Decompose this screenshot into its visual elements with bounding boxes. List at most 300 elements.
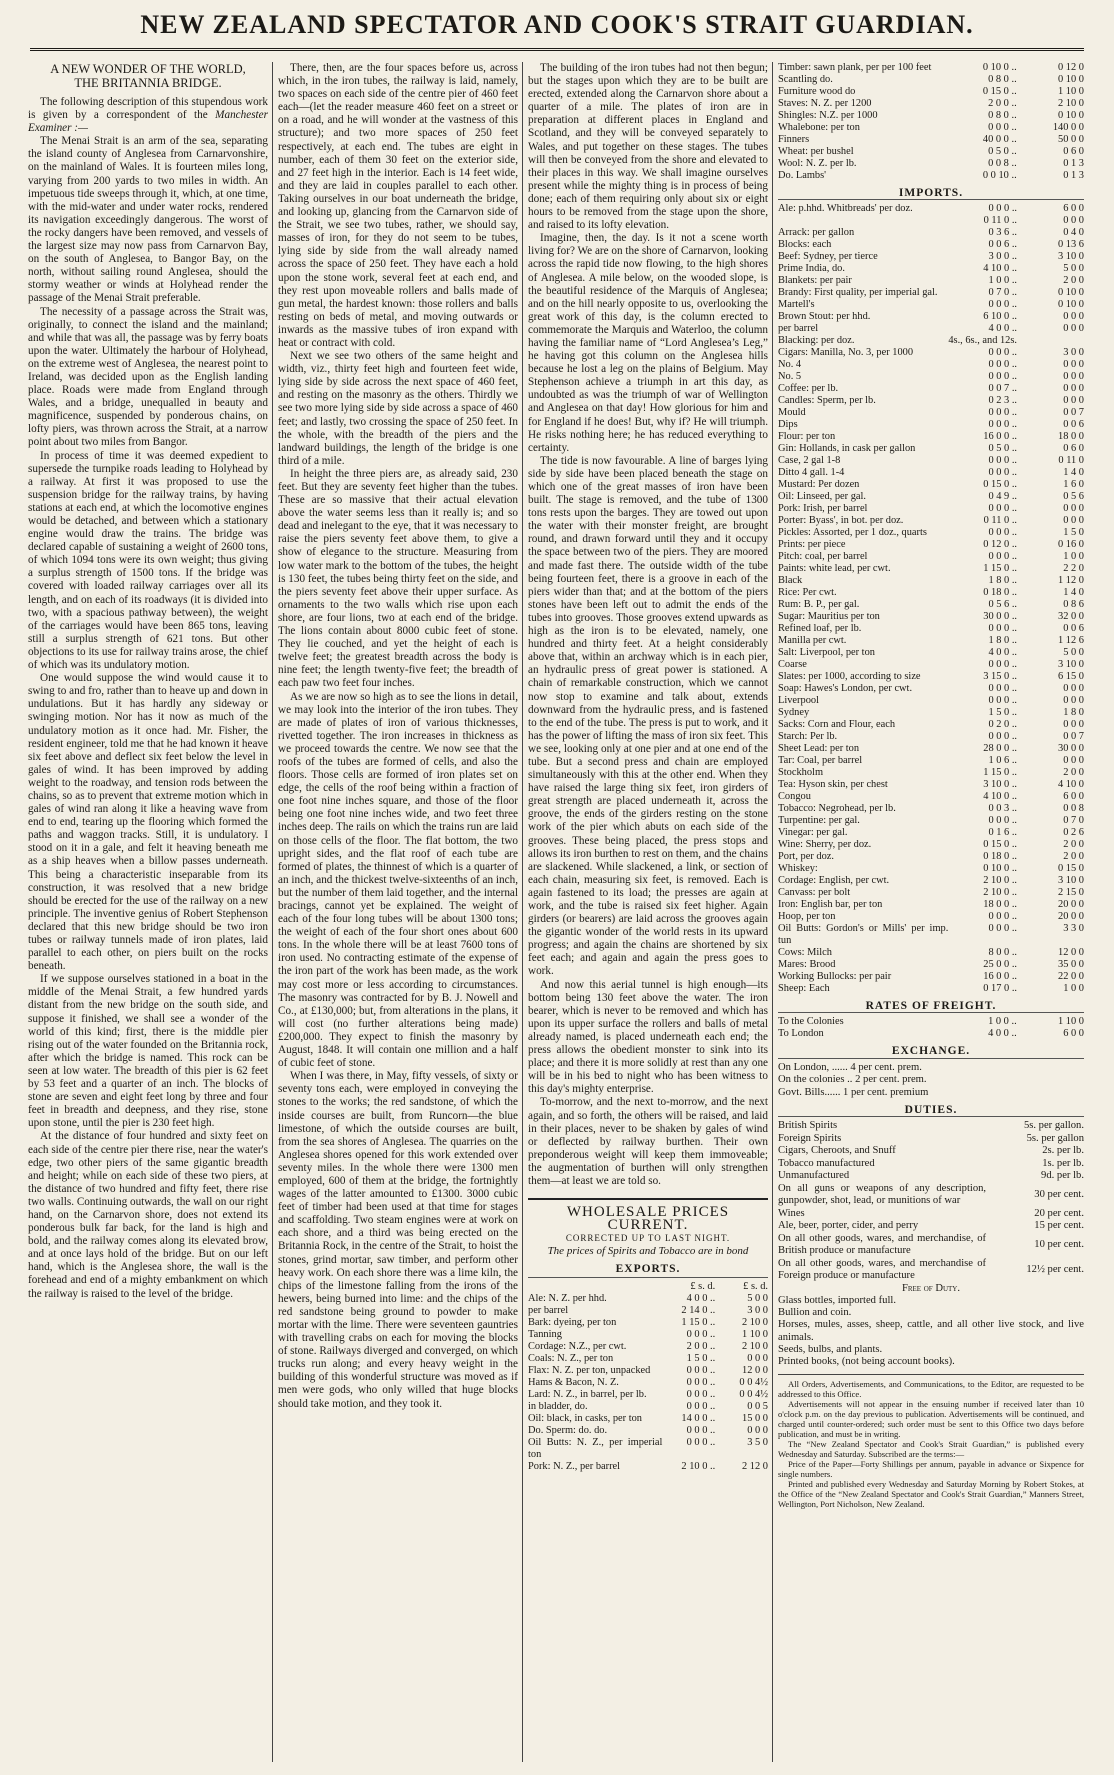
- price-row: [778, 875, 1084, 887]
- price-high: 2 0 0: [1063, 851, 1084, 863]
- price-low: 14 0 0 ..: [681, 1412, 716, 1424]
- price-low: 0 0 0 ..: [988, 299, 1018, 311]
- imports-table: [778, 203, 1084, 995]
- price-high: 0 0 0: [1063, 683, 1084, 695]
- duty-rate: 9d. per lb.: [1041, 1170, 1084, 1182]
- prices-current-title: WHOLESALE PRICES CURRENT.: [566, 1204, 730, 1234]
- price-low: 0 0 0 ..: [686, 1436, 716, 1448]
- article-paragraph: In process of time it was deemed expedient to supersede the turnpike roads leading to Holyhead by a railway. At first it was proposed to use the suspension bridge for the railway trains, by having stations at each end, at which the locomotive engines would be detached, and between which a stationary engine would draw the trains. The bridge was declared capable of sustaining a weight of 2600 tons, of which 1094 tons were its own weight; thus giving a surplus strength of 1500 tons. If the bridge was covered with loaded railway carriages over all its length, and on each of its roadways (it is divided into two, with a spacious pathway between), the weight of the carriages would have been 865 tons, leaving still a surplus strength of 621 tons. But other objections to its use for railway trains arose, the chief of which was its undulatory motion.: [28, 449, 268, 672]
- price-item: Canvass: per bolt: [778, 887, 851, 899]
- price-low: 0 2 3 ..: [988, 395, 1018, 407]
- price-row: [528, 1365, 768, 1377]
- price-item: per barrel: [528, 1304, 569, 1316]
- price-item: Ale: N. Z. per hhd.: [528, 1292, 607, 1304]
- price-item: Black: [778, 575, 803, 587]
- price-high: 0 10 0: [1058, 110, 1084, 121]
- price-item: Oil: Linseed, per gal.: [778, 491, 867, 503]
- price-item: Sheet Lead: per ton: [778, 743, 860, 755]
- price-low: 1 0 0 ..: [988, 275, 1018, 287]
- price-row: [778, 743, 1084, 755]
- price-item: Timber: sawn plank, per per 100 feet: [778, 62, 932, 73]
- price-item: Whiskey:: [778, 863, 818, 875]
- price-high: 18 0 0: [1058, 431, 1084, 443]
- exports-heading: EXPORTS.: [528, 1263, 768, 1277]
- price-low: 0 0 6 ..: [988, 239, 1018, 251]
- price-high: 0 0 8: [1063, 803, 1084, 815]
- price-item: Port, per doz.: [778, 851, 834, 863]
- price-high: 5 0 0: [747, 1292, 768, 1304]
- price-low: 0 12 0 ..: [983, 539, 1018, 551]
- price-low: 18 0 0 ..: [983, 899, 1018, 911]
- price-high: 0 0 6: [1063, 623, 1084, 635]
- price-high: 1 4 0: [1063, 587, 1084, 599]
- price-low: 0 0 0 ..: [686, 1424, 716, 1436]
- price-low: 0 0 0 ..: [686, 1400, 716, 1412]
- price-item: Congou: [778, 791, 811, 803]
- price-row: [778, 275, 1084, 287]
- price-row: [778, 299, 1084, 311]
- price-row: [778, 791, 1084, 803]
- freight-table: [778, 1016, 1084, 1040]
- price-row: [778, 1016, 1084, 1028]
- price-item: Brandy: First quality, per imperial gal.: [778, 287, 938, 299]
- price-high: [1017, 335, 1084, 347]
- price-low: 16 0 0 ..: [983, 431, 1018, 443]
- price-low: 4 0 0 ..: [686, 1292, 716, 1304]
- duty-row: [778, 1208, 1084, 1221]
- price-low: 0 18 0 ..: [983, 587, 1018, 599]
- price-row: [778, 863, 1084, 875]
- duty-row: [778, 1158, 1084, 1171]
- article-paragraph: Imagine, then, the day. Is it not a scene worth living for? We are on the shore of Carnarvon, looking across the rapid tide now flowing, to the high shores of Anglesea. A mile below, on the wooded slope, is the beautiful residence of the Marquis of Anglesea; and on the hill nearly opposite to us, overlooking the great work of this day, is the column erected to commemorate the Marquis and Waterloo, the column having the familiar name of “Lord Anglesea’s Leg,” he having got this column on the Anglesea hills because he lost a leg on the plains of Belgium. May Stephenson achieve a triumph in art this day, as undoubted as was the triumph of war of Wellington and Anglesea on that day! How glorious for him and for England if he does! But, why if? He will triumph. He risks nothing here; he has reduced everything to certainty.: [528, 232, 768, 454]
- price-high: 0 0 0: [1063, 719, 1084, 731]
- price-low: 0 15 0 ..: [983, 479, 1018, 491]
- price-high: 0 0 0: [1063, 383, 1084, 395]
- price-row: [778, 74, 1084, 86]
- price-high: 1 0 0: [1063, 983, 1084, 995]
- price-item: Do. Lambs': [778, 170, 827, 181]
- price-item: Iron: English bar, per ton: [778, 899, 883, 911]
- price-high: 0 8 6: [1063, 599, 1084, 611]
- article-column-2: [278, 62, 518, 1762]
- price-low: 0 8 0 ..: [988, 74, 1017, 85]
- price-low: 1 8 0 ..: [988, 635, 1018, 647]
- price-row: [528, 1389, 768, 1401]
- price-row: [528, 1425, 768, 1437]
- price-low: 25 0 0 ..: [983, 959, 1018, 971]
- price-high: 6 0 0: [1063, 791, 1084, 803]
- price-high: 140 0 0: [1052, 122, 1084, 133]
- price-low: 0 0 0 ..: [988, 503, 1018, 515]
- imports-heading: IMPORTS.: [778, 187, 1084, 200]
- price-item: Salt: Liverpool, per ton: [778, 647, 875, 659]
- price-row: [528, 1305, 768, 1317]
- price-row: [778, 86, 1084, 98]
- price-row: [778, 959, 1084, 971]
- price-low: 4 0 0 ..: [988, 1028, 1017, 1040]
- price-item: Sacks: Corn and Flour, each: [778, 719, 896, 731]
- price-high: 5 0 0: [1063, 647, 1084, 659]
- duty-rate: 30 per cent.: [1034, 1189, 1084, 1201]
- price-low: 1 15 0 ..: [983, 767, 1018, 779]
- price-high: 0 0 5: [747, 1400, 768, 1412]
- price-low: 0 0 0 ..: [988, 467, 1018, 479]
- price-item: Wine: Sherry, per doz.: [778, 839, 872, 851]
- price-item: No. 5: [778, 371, 802, 383]
- duty-rate: 5s. per gallon: [1026, 1132, 1084, 1144]
- price-item: Shingles: N.Z. per 1000: [778, 110, 878, 121]
- price-low: 4 0 0 ..: [988, 647, 1018, 659]
- price-item: Hams & Bacon, N. Z.: [528, 1376, 619, 1388]
- price-high: 0 0 0: [1063, 371, 1084, 383]
- price-row: [778, 203, 1084, 215]
- duty-item: Unmanufactured: [778, 1170, 850, 1182]
- price-row: [778, 527, 1084, 539]
- price-high: 12 0 0: [742, 1364, 768, 1376]
- free-item: Seeds, bulbs, and plants.: [778, 1343, 883, 1355]
- price-row: [778, 170, 1084, 182]
- duty-row: [778, 1233, 1084, 1258]
- price-row: [778, 575, 1084, 587]
- price-high: 2 10 0: [1058, 98, 1084, 109]
- price-low: 1 5 0 ..: [988, 707, 1018, 719]
- price-row: [778, 110, 1084, 122]
- price-high: 1 12 6: [1058, 635, 1084, 647]
- exchange-item: On the colonies .. 2 per cent. prem.: [778, 1074, 927, 1086]
- price-low: 0 0 0 ..: [988, 527, 1018, 539]
- price-low: 0 2 0 ..: [988, 719, 1018, 731]
- exchange-item: Govt. Bills...... 1 per cent. premium: [778, 1086, 929, 1098]
- duty-rate: 2s. per lb.: [1042, 1145, 1084, 1157]
- price-low: 2 10 0 ..: [983, 887, 1018, 899]
- price-item: Oil Butts: N. Z., per imperial ton: [528, 1436, 663, 1460]
- price-row: [778, 215, 1084, 227]
- price-item: Tobacco: Negrohead, per lb.: [778, 803, 896, 815]
- price-low: 0 0 0 ..: [988, 203, 1018, 215]
- price-high: 4 10 0: [1058, 779, 1084, 791]
- price-low: 0 0 0 ..: [988, 923, 1018, 935]
- price-high: 0 4 0: [1063, 227, 1084, 239]
- price-high: 0 13 6: [1058, 239, 1084, 251]
- price-item: Flax: N. Z. per ton, unpacked: [528, 1364, 651, 1376]
- notice-paragraph: Price of the Paper—Forty Shillings per annum, payable in advance or Sixpence for single numbers.: [778, 1459, 1084, 1480]
- notice-paragraph: The “New Zealand Spectator and Cook's Strait Guardian,” is published every Wednesday and Saturday. Subscribed are the terms:—: [778, 1439, 1084, 1460]
- price-item: Prints: per piece: [778, 539, 846, 551]
- price-low: 0 17 0 ..: [983, 983, 1018, 995]
- price-row: [778, 62, 1084, 74]
- price-high: 0 0 0: [1063, 503, 1084, 515]
- price-high: 0 10 0: [1058, 299, 1084, 311]
- price-low: 2 0 0 ..: [988, 98, 1017, 109]
- price-row: [778, 98, 1084, 110]
- price-row: [778, 311, 1084, 323]
- price-high: 32 0 0: [1058, 611, 1084, 623]
- price-high: 0 0 0: [1063, 323, 1084, 335]
- price-low: 2 10 0 ..: [681, 1460, 716, 1472]
- price-low: 0 1 6 ..: [988, 827, 1018, 839]
- price-row: [528, 1437, 768, 1461]
- price-item: per barrel: [778, 323, 819, 335]
- price-high: 0 12 0: [1058, 62, 1084, 73]
- notice-paragraph: Printed and published every Wednesday and Saturday Morning by Robert Stokes, at the Office of the “New Zealand Spectator and Cook's Strait Guardian,” Manners Street, Wellington, Port Nicholson, New Zealand.: [778, 1479, 1084, 1510]
- price-low: 0 0 0 ..: [686, 1388, 716, 1400]
- price-high: 0 6 0: [1063, 146, 1084, 157]
- price-low: 0 15 0 ..: [983, 839, 1018, 851]
- duty-row: [778, 1145, 1084, 1158]
- price-row: [778, 851, 1084, 863]
- free-item: Horses, mules, asses, sheep, cattle, and all other live stock, and live animals.: [778, 1319, 1084, 1343]
- price-item: Furniture wood do: [778, 86, 856, 97]
- article-paragraph: The tide is now favourable. A line of barges lying side by side have been placed beneath the stage on which one of the great masses of iron have been built. The stage is removed, and the tube of 1300 tons rests upon the barges. They are towed out upon the water with their monster freight, are brought round, and drawn forward until they and it occupy the space between two of the piers. They are moored and made fast there. The outside width of the tube being fourteen feet, there is a groove in each of the piers wider than that; and at the bottom of the piers stones have been left out to admit the ends of the tubes into grooves. Those grooves extend upwards as high as the iron is to be elevated, namely, one hundred and thirty feet. At a height considerably above that, within an archway which is in each pier, an hydraulic press of great power is stationed. A chain of remarkable construction, which we cannot now stop to examine and talk about, extends downward from the hydraulic press, and is fastened to the end of the tube. The press is put to work, and it has the power of lifting the mass of iron six feet. This we see, looking only at one pier and at one end of the tube. But a second press and chain are employed simultaneously with this at the other end. When they have raised the large thing six feet, iron girders of great strength are placed underneath it, across the groove, the ends of the girders resting on the stone work of the pier which abuts on each side of the grooves. These being placed, the press stops and allows its iron burthen to rest on them, and the chains are slackened. While slackened, a link, or section of each chain, measuring six feet, is removed. Each is again fastened to its load; the presses are again at work, and the tube is raised six feet higher. Again girders (or bearers) are laid across the grooves again the gigantic wonder of the world rests in its upward progress; and again the chains are shortened by six feet each; and again and again the press goes to work.: [528, 454, 768, 978]
- price-row: [778, 515, 1084, 527]
- price-row: [778, 419, 1084, 431]
- price-item: Pork: N. Z., per barrel: [528, 1460, 621, 1472]
- price-row: [778, 683, 1084, 695]
- price-item: Tar: Coal, per barrel: [778, 755, 863, 767]
- price-row: [778, 767, 1084, 779]
- exports-table: [528, 1281, 768, 1473]
- price-row: [778, 923, 1084, 947]
- price-row: [528, 1317, 768, 1329]
- price-low: 0 4 9 ..: [988, 491, 1018, 503]
- price-low: 4 0 0 ..: [988, 323, 1018, 335]
- price-high: 0 0 0: [1063, 395, 1084, 407]
- price-row: [528, 1341, 768, 1353]
- price-low: 0 8 0 ..: [988, 110, 1017, 121]
- price-row: [778, 251, 1084, 263]
- price-high: 1 10 0: [1058, 86, 1084, 97]
- article-column-3: [528, 62, 768, 1762]
- price-high: 6 15 0: [1058, 671, 1084, 683]
- price-item: Martell's: [778, 299, 815, 311]
- price-high: 0 6 0: [1063, 443, 1084, 455]
- price-row: [778, 707, 1084, 719]
- price-row: [778, 887, 1084, 899]
- price-item: Scantling do.: [778, 74, 833, 85]
- price-item: Ditto 4 gall. 1-4: [778, 467, 845, 479]
- price-low: 1 0 6 ..: [988, 755, 1018, 767]
- freight-rows: [778, 1016, 1084, 1040]
- price-item: To London: [778, 1028, 824, 1040]
- price-low: 16 0 0 ..: [983, 971, 1018, 983]
- price-low: 0 0 7 ..: [988, 383, 1018, 395]
- price-low: 0 0 0 ..: [988, 455, 1018, 467]
- article-paragraph: The building of the iron tubes had not then begun; but the stages upon which they are to be built are erected, extended along the Carnarvon shore about a quarter of a mile. The plates of iron are in preparation at different places in England and Scotland, and they will be conveyed separately to Wales, and put together on these stages. The tubes will then be conveyed from the shore and elevated to their places in this way. We shall imagine ourselves present while the mighty thing is in process of being done; each of them requiring only about six or eight hours to be removed from the stage upon the shore, and raised to its lofty elevation.: [528, 62, 768, 232]
- price-high: 0 0 0: [1063, 215, 1084, 227]
- duty-item: Foreign Spirits: [778, 1132, 842, 1144]
- price-high: 0 0 0: [747, 1352, 768, 1364]
- price-item: Refined loaf, per lb.: [778, 623, 862, 635]
- price-item: Blocks: each: [778, 239, 832, 251]
- price-high: 0 0 0: [1063, 755, 1084, 767]
- price-row: [778, 611, 1084, 623]
- price-low: 0 10 0 ..: [983, 863, 1018, 875]
- duty-row: [778, 1170, 1084, 1183]
- price-row: [778, 539, 1084, 551]
- price-item: Prime India, do.: [778, 263, 845, 275]
- free-item: Printed books, (not being account books).: [778, 1356, 955, 1368]
- price-low: 0 11 0 ..: [983, 515, 1018, 527]
- price-low: 0 0 10 ..: [982, 170, 1017, 181]
- price-low: 0 0 3 ..: [988, 803, 1018, 815]
- duty-item: Cigars, Cheroots, and Snuff: [778, 1145, 896, 1157]
- price-high: 3 10 0: [1058, 875, 1084, 887]
- price-high: 0 16 0: [1058, 539, 1084, 551]
- price-high: 3 10 0: [1058, 251, 1084, 263]
- price-high: 0 1 3: [1063, 170, 1084, 181]
- price-low: 0 0 0 ..: [686, 1376, 716, 1388]
- duty-rate: 5s. per gallon.: [1023, 1120, 1084, 1132]
- price-item: [778, 215, 948, 227]
- price-row: [528, 1353, 768, 1365]
- price-item: Tanning: [528, 1328, 562, 1340]
- price-row: [778, 731, 1084, 743]
- price-row: [778, 383, 1084, 395]
- price-high: 0 2 6: [1063, 827, 1084, 839]
- price-row: [778, 407, 1084, 419]
- price-low: 0 0 0 ..: [988, 122, 1017, 133]
- price-high: 0 0 0: [1063, 515, 1084, 527]
- price-item: Mares: Brood: [778, 959, 836, 971]
- currency-header: £ s. d.: [743, 1280, 768, 1292]
- duty-item: On all other goods, wares, and merchandise of Foreign produce or manufacture: [778, 1257, 987, 1282]
- price-high: 0 0 7: [1063, 731, 1084, 743]
- price-low: 40 0 0 ..: [982, 134, 1017, 145]
- price-item: Paints: white lead, per cwt.: [778, 563, 891, 575]
- duty-rate: 10 per cent.: [1034, 1239, 1084, 1251]
- price-row: [778, 587, 1084, 599]
- price-item: Rice: Per cwt.: [778, 587, 837, 599]
- price-high: 1 6 0: [1063, 479, 1084, 491]
- exchange-item: On London, ...... 4 per cent. prem.: [778, 1061, 922, 1073]
- price-low: 3 0 0 ..: [988, 251, 1018, 263]
- price-row: [778, 359, 1084, 371]
- market-column: [778, 62, 1084, 1762]
- article-paragraph: And now this aerial tunnel is high enough—its bottom being 130 feet above the water. The iron bearer, which is never to be removed and which has upon its upper surface the rollers and balls of metal already named, is placed underneath each end; the press allows the obedient monster to sink into its place; and there it is more solidly at rest than any one will be in his bed to night who has been witness to this day's mighty enterprise.: [528, 978, 768, 1096]
- price-row: [778, 1028, 1084, 1040]
- price-row: [528, 1329, 768, 1341]
- price-item: Soap: Hawes's London, per cwt.: [778, 683, 913, 695]
- price-row: [778, 755, 1084, 767]
- article-paragraph: There, then, are the four spaces before us, across which, in the iron tubes, the railway is laid, namely, two spaces on each side of the centre pier of 460 feet each—(let the reader measure 460 feet on a street or on a road, and he will wonder at the vastness of this structure); and two more spaces of 250 feet respectively, at each end. The tubes are eight in number, each of them 30 feet on the exterior side, and 27 feet high in the interior. Each is 14 feet wide, and they are laid in couples parallel to each other. Taking ourselves in our boat underneath the bridge, and looking up, glancing from the Carnarvon side of the Strait, we see two tubes, rather, we should say, masses of iron, for they do not seem to be tubes, lying side by side from the wall already named across the space of 250 feet. They have each a hold upon the stone work, several feet at each end, and they rest upon moveable rollers and balls made of gun metal, the hardest known: those rollers and balls resting on beds of metal, and moving outwards or inwards as the massive tubes of iron expand with heat or contract with cold.: [278, 62, 518, 349]
- duty-item: On all other goods, wares, and merchandise, of British produce or manufacture: [778, 1232, 987, 1257]
- duty-row: [778, 1258, 1084, 1283]
- price-high: 20 0 0: [1058, 899, 1084, 911]
- article-paragraph: At the distance of four hundred and sixty feet on each side of the centre pier there rise, near the water's edge, two other piers of the same gigantic breadth and height; while on each side of these two piers, at the distance of two hundred and fifty feet, there rise two walls. Continuing outwards, the wall on our right hand, on the Carnarvon shore, does not extend its ponderous bulk far back, for the land is high and bold, and the railway comes along its elevated brow, and at once lays hold of the bridge. But on our left hand, which is the Anglesea shore, the wall is the forehead and end of a mighty embankment on which the railway is raised to the level of the bridge.: [28, 1130, 268, 1300]
- price-low: 3 10 0 ..: [983, 779, 1018, 791]
- price-low: 4s., 6s., and 12s.: [948, 335, 1018, 347]
- price-item: Candles: Sperm, per lb.: [778, 395, 876, 407]
- price-item: Mustard: Per dozen: [778, 479, 860, 491]
- price-item: Working Bullocks: per pair: [778, 971, 892, 983]
- price-item: Sheep: Each: [778, 983, 830, 995]
- price-low: 0 7 0 ..: [988, 287, 1018, 299]
- exchange-list: [778, 1062, 1084, 1100]
- price-item: Staves: N. Z. per 1200: [778, 98, 872, 109]
- price-low: 0 0 0 ..: [988, 407, 1018, 419]
- price-row: [778, 323, 1084, 335]
- price-item: Blacking: per doz.: [778, 335, 855, 347]
- price-row: [778, 551, 1084, 563]
- duty-row: [778, 1183, 1084, 1208]
- price-high: 30 0 0: [1058, 743, 1084, 755]
- price-row: [778, 431, 1084, 443]
- free-item: Bullion and coin.: [778, 1307, 852, 1319]
- price-item: Manilla per cwt.: [778, 635, 847, 647]
- price-low: 0 0 0 ..: [686, 1364, 716, 1376]
- price-row: [778, 287, 1084, 299]
- price-item: Arrack: per gallon: [778, 227, 855, 239]
- price-row: [778, 395, 1084, 407]
- price-row: [778, 479, 1084, 491]
- price-low: 0 0 0 ..: [988, 695, 1018, 707]
- duty-rate: 20 per cent.: [1034, 1207, 1084, 1219]
- price-low: 0 0 8 ..: [988, 158, 1017, 169]
- article-title-line-1: A NEW WONDER OF THE WORLD,: [50, 62, 246, 76]
- price-low: 4 10 0 ..: [983, 791, 1018, 803]
- price-high: 1 0 0: [1063, 551, 1084, 563]
- duty-row: [778, 1220, 1084, 1233]
- article-intro-source: Manchester Examiner :—: [28, 109, 268, 135]
- price-row: [778, 227, 1084, 239]
- price-row: [778, 335, 1084, 347]
- price-low: 2 0 0 ..: [686, 1340, 716, 1352]
- duty-item: British Spirits: [778, 1120, 838, 1132]
- price-high: 0 7 0: [1063, 815, 1084, 827]
- price-row: [528, 1401, 768, 1413]
- price-low: 0 0 0 ..: [988, 623, 1018, 635]
- price-item: Sugar: Mauritius per ton: [778, 611, 880, 623]
- price-item: Mould: [778, 407, 806, 419]
- price-item: Tea: Hyson skin, per chest: [778, 779, 888, 791]
- prices-current-header: [528, 1198, 768, 1258]
- duty-item: On all guns or weapons of any description, gunpowder, shot, lead, or munitions of war: [778, 1182, 987, 1207]
- price-low: 0 0 0 ..: [988, 359, 1018, 371]
- price-low: 0 5 0 ..: [988, 443, 1018, 455]
- price-row: [528, 1413, 768, 1425]
- price-row: [778, 803, 1084, 815]
- price-high: 0 0 0: [747, 1424, 768, 1436]
- price-high: 3 0 0: [1063, 347, 1084, 359]
- price-high: 0 0 0: [1063, 359, 1084, 371]
- price-high: 1 5 0: [1063, 527, 1084, 539]
- price-high: 0 0 4½: [739, 1376, 768, 1388]
- price-high: 12 0 0: [1058, 947, 1084, 959]
- free-item: Glass bottles, imported full.: [778, 1295, 896, 1307]
- price-item: Liverpool: [778, 695, 819, 707]
- price-row: [778, 371, 1084, 383]
- price-low: 1 15 0 ..: [983, 563, 1018, 575]
- price-high: 50 0 0: [1058, 134, 1084, 145]
- prices-current-subtitle: CORRECTED UP TO LAST NIGHT.: [565, 1233, 731, 1244]
- price-row: [778, 815, 1084, 827]
- price-item: Ale: p.hhd. Whitbreads' per doz.: [778, 203, 913, 215]
- price-high: 2 12 0: [742, 1460, 768, 1472]
- price-item: Pork: Irish, per barrel: [778, 503, 868, 515]
- duties-list: [778, 1120, 1084, 1283]
- price-row: [528, 1293, 768, 1305]
- price-low: 4 10 0 ..: [983, 263, 1018, 275]
- price-high: 3 10 0: [1058, 659, 1084, 671]
- price-high: 2 0 0: [1063, 767, 1084, 779]
- article-paragraph: In height the three piers are, as already said, 230 feet. But they are seventy feet higher than the tubes. These are so massive that their actual elevation above the water seems less than it really is; and so dead and inelegant to the eye, that it was necessary to raise the piers seventy feet above them, to give a show of elegance to the structure. Measuring from low water mark to the bottom of the tubes, the height is 130 feet, the tubes being thirty feet on the side, and the piers seventy feet above their upper surface. As ornaments to the two walls which rise upon each shore, are four lions, two at each end of the bridge. The lions contain about 8000 cubic feet of stone. They lie couched, and yet the height of each is twelve feet; the greatest breadth across the body is nine feet; the length twenty-five feet; the breadth of each paw two feet four inches.: [278, 467, 518, 690]
- price-item: Finners: [778, 134, 810, 145]
- duty-item: Ale, beer, porter, cider, and perry: [778, 1220, 919, 1232]
- price-row: [778, 983, 1084, 995]
- price-high: 0 10 0: [1058, 287, 1084, 299]
- price-row: [778, 599, 1084, 611]
- price-item: Blankets: per pair: [778, 275, 852, 287]
